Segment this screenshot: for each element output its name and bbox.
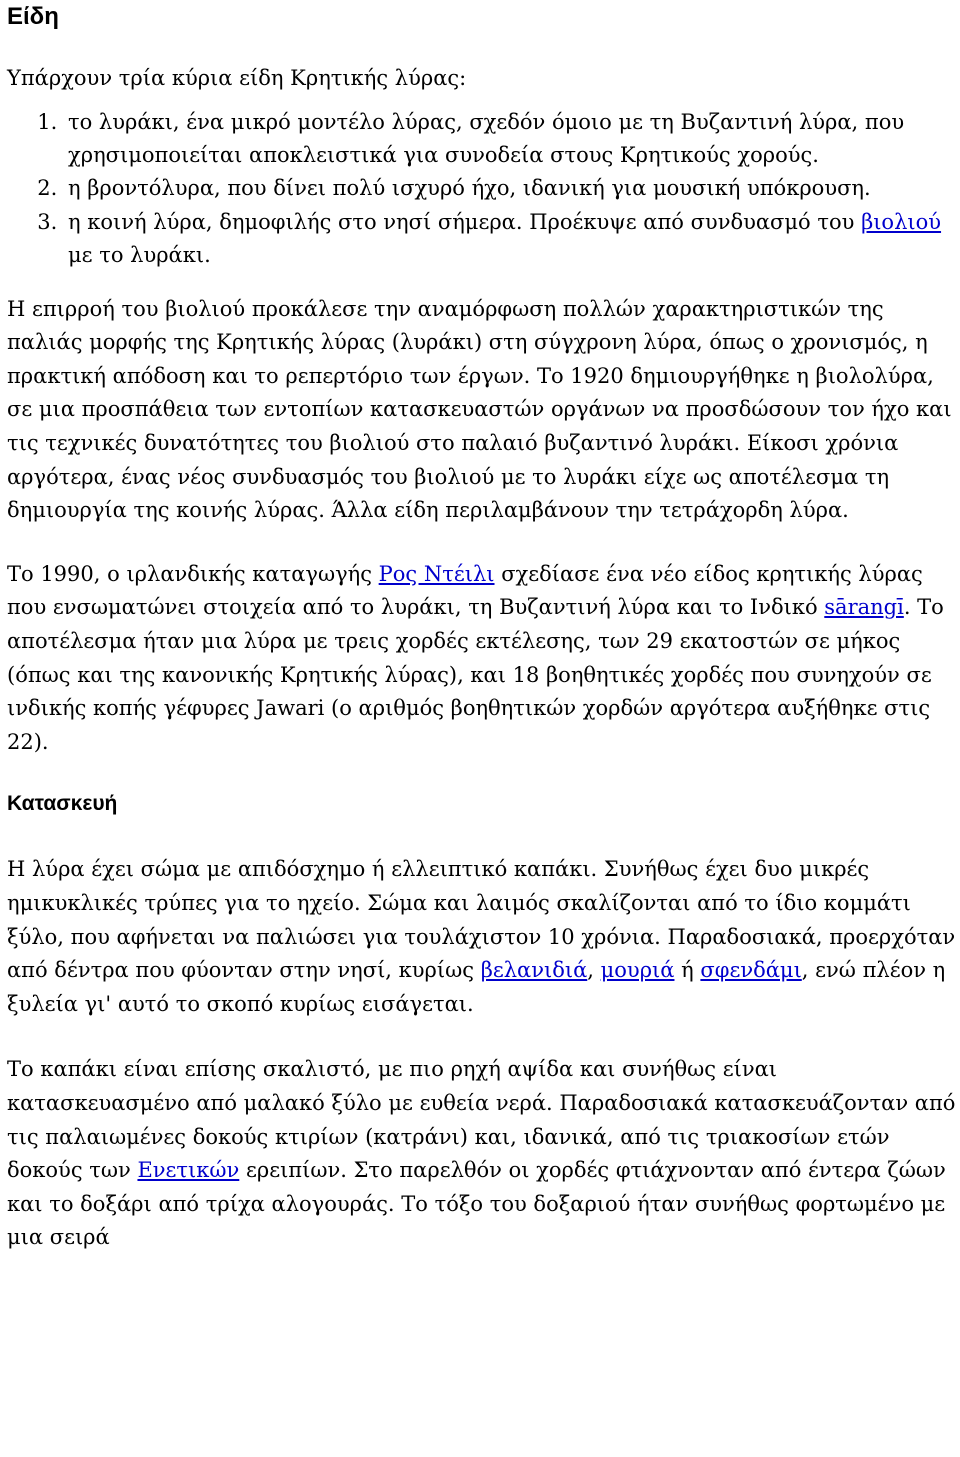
violin-link[interactable]: βιολιού — [861, 209, 942, 234]
text-run: σχεδίασε ένα νέο είδος κρητικής λύρας που ενσωματώνει στοιχεία από το λυράκι, τη Βυζαντινή λύρα και το Ινδικό — [7, 561, 923, 620]
list-item — [64, 106, 956, 173]
section-title: Είδη — [7, 3, 59, 30]
text-run: , ενώ πλέον η ξυλεία γι' αυτό το σκοπό κυρίως εισάγεται. — [7, 958, 946, 1016]
text-run: . Το αποτέλεσμα ήταν μια λύρα με τρεις χορδές εκτέλεσης, των 29 εκατοστών σε μήκος (όπως και της κανονικής Κρητικής λύρας), και 18 βοηθητικές χορδές που συνηχούν σε ινδικής κοπής γέφυρες Jawari (ο αριθμός βοηθητικών χορδών αργότερα αυξήθηκε στις 22). — [7, 595, 944, 754]
paragraph-ross-daly — [7, 558, 956, 760]
paragraph-violin-influence: Η επιρροή του βιολιού προκάλεσε την αναμόρφωση πολλών χαρακτηριστικών της παλιάς μορφής της Κρητικής λύρας (λυράκι) στη σύγχρονη λύρα, όπως ο χρονισμός, η πρακτική απόδοση και το ρεπερτόριο των έργων. Το 1920 δημιουργήθηκε η βιολολύρα, σε μια προσπάθεια των εντοπίων κατασκευαστών οργάνων να προσδώσουν τον ήχο και τις τεχνικές δυνατότητες του βιολιού στο παλαιό βυζαντινό λυράκι. Είκοσι χρόνια αργότερα, ένας νέος συνδυασμός του βιολιού με το λυράκι είχε ως αποτέλεσμα τη δημιουργία της κοινής λύρας. Άλλα είδη περιλαμβάνουν την τετράχορδη λύρα. — [7, 296, 952, 523]
venetian-link[interactable]: Ενετικών — [137, 1158, 240, 1183]
ross-daly-link[interactable]: Ρος Ντέιλι — [378, 561, 495, 586]
construction-heading: Κατασκευή — [7, 792, 118, 816]
text-run: Το καπάκι είναι επίσης σκαλιστό, με πιο ρηχή αψίδα και συνήθως είναι κατασκευασμένο από μαλακό ξύλο με ευθεία νερά. Παραδοσιακά κατασκευάζονταν από τις παλαιωμένες δοκούς κτιρίων (κατράνι) και, ιδανικά, από τις τριακοσίων ετών δοκούς των — [7, 1057, 956, 1183]
intro-text: Υπάρχουν τρία κύρια είδη Κρητικής λύρας: — [7, 66, 467, 90]
list-item — [64, 172, 956, 205]
oak-link[interactable]: βελανιδιά — [480, 958, 588, 983]
list-item — [64, 206, 956, 273]
text-run: Το 1990, ο ιρλανδικής καταγωγής — [7, 561, 379, 586]
types-list — [7, 106, 956, 273]
text-run: ερειπίων. Στο παρελθόν οι χορδές φτιάχνονταν από έντερα ζώων και το δοξάρι από τρίχα αλογουράς. Το τόξο του δοξαριού ήταν συνήθως φορτωμένο με μια σειρά — [7, 1158, 946, 1250]
list-item-text: η βροντόλυρα, που δίνει πολύ ισχυρό ήχο, ιδανική για μουσική υπόκρουση. — [68, 176, 871, 201]
text-run: , — [587, 958, 601, 983]
maple-link[interactable]: σφενδάμι — [700, 958, 802, 983]
mulberry-link[interactable]: μουριά — [600, 958, 675, 983]
list-item-text: το λυράκι, ένα μικρό μοντέλο λύρας, σχεδόν όμοιο με τη Βυζαντινή λύρα, που χρησιμοποιείται αποκλειστικά για συνοδεία στους Κρητικούς χορούς. — [68, 109, 905, 167]
text-run: Η λύρα έχει σώμα με απιδόσχημο ή ελλειπτικό καπάκι. Συνήθως έχει δυο μικρές ημικυκλικές τρύπες για το ηχείο. Σώμα και λαιμός σκαλίζονται από το ίδιο κομμάτι ξύλο, που αφήνεται να παλιώσει για τουλάχιστον 10 χρόνια. Παραδοσιακά, προερχόταν από δέντρα που φύονταν στην νησί, κυρίως — [7, 857, 956, 983]
list-item-text: η κοινή λύρα, δημοφιλής στο νησί σήμερα. Προέκυψε από συνδυασμό του — [68, 209, 862, 234]
paragraph-soundboard — [7, 1053, 956, 1255]
sarangi-link[interactable]: sārangī — [824, 595, 904, 620]
list-item-text: με το λυράκι. — [68, 243, 211, 268]
paragraph-body-wood — [7, 853, 956, 1021]
text-run: ή — [674, 958, 701, 983]
